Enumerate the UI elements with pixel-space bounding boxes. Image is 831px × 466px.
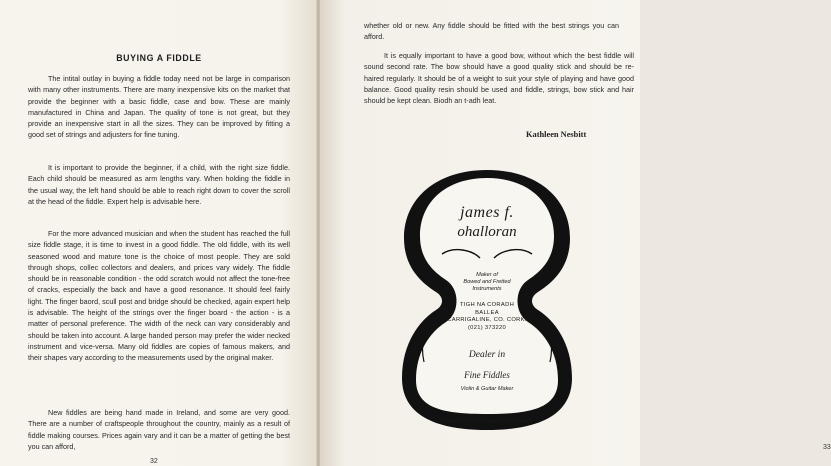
right-page [320, 0, 831, 466]
advert-maker [402, 272, 572, 293]
advert-maker-line2: Bowed and Fretted [463, 279, 511, 285]
advert-repairs: Repairs on all Stringed Instruments. [440, 418, 534, 424]
advert-name-line2: ohalloran [457, 224, 517, 240]
advert-address-line3: CARRIGALINE, CO. CORK. [447, 317, 527, 323]
advert-phone: (021) 373220 [467, 324, 507, 331]
advert-name-line1: james f. [460, 204, 514, 221]
paragraph-intro: The intital outlay in buying a fiddle today need not be large in comparison with many other instruments. There are many inexpensive kits on the market that provide the beginner with a basic fiddle, case and bow. These are mainly manufactured in China and Japan. The quality of tone is not great, but they provide an inexpensive start in all the sizes. They can be improved by fitting a good set of strings and adjusters for fine tuning. [28, 74, 290, 140]
page-number-right: 33 [823, 444, 831, 451]
author-signature: Kathleen Nesbitt [526, 130, 587, 139]
page-heading: BUYING A FIDDLE [116, 53, 202, 63]
luthier-advert [402, 168, 572, 430]
advert-address [402, 302, 572, 332]
advert-violin-guitar: Violin & Guitar Maker [460, 386, 514, 392]
advert-maker-line1: Maker of [476, 272, 498, 278]
advert-dealer: Dealer in [468, 350, 506, 360]
paragraph-bow: It is equally important to have a good bow, without which the best fiddle will sound second rate. The bow should have a good quality stick and should be re-haired regularly. It should be of a weight to suit your style of playing and have good balance. Good quality resin should be used and fiddle, strings, bow stick and hair should be kept clean. Biodh an t-adh leat. [364, 51, 634, 106]
paragraph-advanced: For the more advanced musician and when the student has reached the full size fiddle stage, it is time to invest in a good fiddle. The old fiddle, with its well seasoned wood and mature tone is the choice of most people. They are sold through shops, collec collectors and dealers, and prices vary widely. The fiddle should be in reasonable condition - the odd scratch would not affect the tone-free of cracks, especially the back and have a good resonance. It should feel fairly light. The finger baord, scull post and bridge should be checked, again expert help is advisable. The height of the strings over the finger board - the action - is a matter of personal preference. The width of the neck can vary considerably and should be taken into account. A large handed person may prefer the wider necked instrument and vice-versa. Many old fiddles are copies of famous makers, and their shapes vary according to the measurements used by the original maker. [28, 229, 290, 363]
page-number-left: 32 [150, 458, 158, 465]
advert-maker-line3: Instruments [472, 286, 502, 292]
paragraph-new-fiddles: New fiddles are being hand made in Ireland, and some are very good. There are a number of craftspeople throughout the country, mainly as a result of fiddle making courses. Prices again vary and it can be a matter of getting the best you can afford, [28, 408, 290, 451]
paragraph-beginner: It is important to provide the beginner, if a child, with the right size fiddle. Each child should be measured as arm lengths vary. When holding the fiddle in the usual way, the left hand should be able to reach right down to cover the scroll at the head of the fiddle. Expert help is advisable here. [28, 163, 290, 206]
advert-fine-fiddles: Fine Fiddles [464, 370, 510, 380]
paragraph-continuation: whether old or new. Any fiddle should be fitted with the best strings you can afford. [364, 21, 619, 42]
left-page [0, 0, 318, 466]
advert-address-line2: BALLEA [475, 309, 499, 316]
advert-address-line1: TIGH NA CORADH [459, 302, 515, 308]
